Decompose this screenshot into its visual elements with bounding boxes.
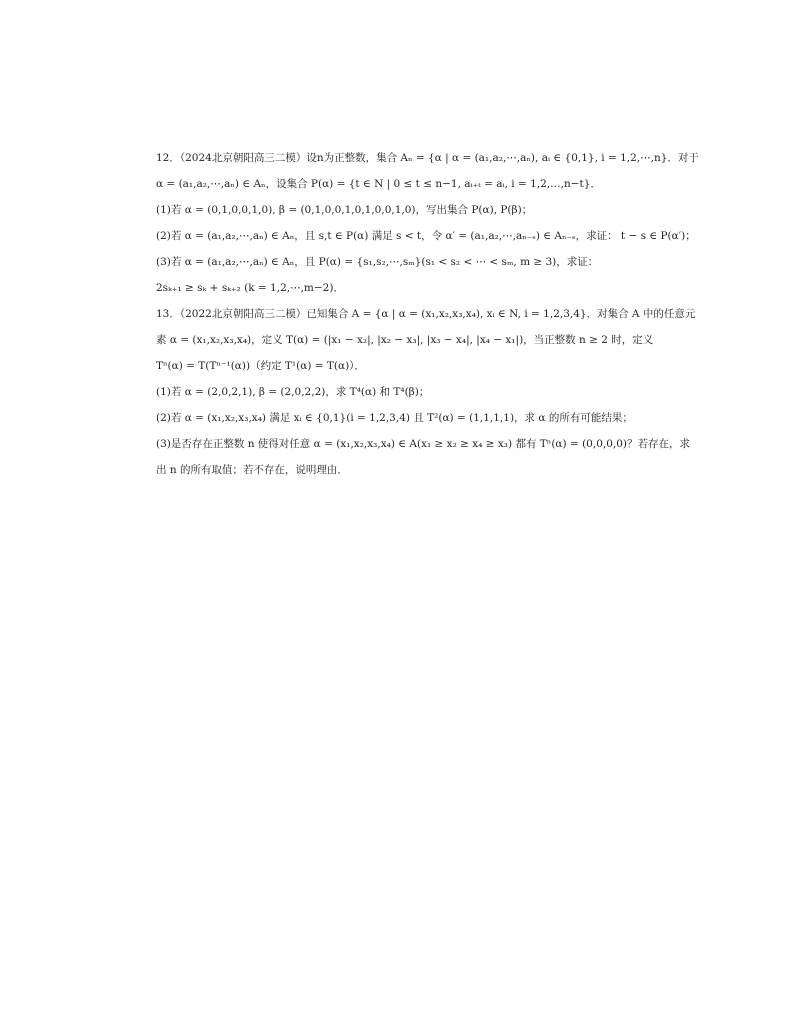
problem-13-stem-line-3: Tⁿ(α) = T(Tⁿ⁻¹(α))（约定 T¹(α) = T(α)）．: [156, 360, 365, 372]
problem-13-part-3: (3)是否存在正整数 n 使得对任意 α = (x₁,x₂,x₃,x₄) ∈ A(x₁ ≥ x₂ ≥ x₄ ≥ x₃) 都有 Tⁿ(α) = (0,0,0,0)？若存在，求: [156, 438, 691, 450]
problem-13-stem-line-1: 13．（2022北京朝阳高三二模）已知集合 A = {α | α = (x₁,x₂,x₃,x₄), xᵢ ∈ N, i = 1,2,3,4}．对集合 A 中的任意元: [156, 308, 696, 320]
problem-12-stem-line-2: α = (a₁,a₂,⋯,aₙ) ∈ Aₙ，设集合 P(α) = {t ∈ N | 0 ≤ t ≤ n−1, aᵢ₊ₜ = aᵢ, i = 1,2,…,n−t}．: [156, 178, 601, 190]
problem-content: [156, 145, 716, 483]
problem-13: [156, 301, 716, 483]
problem-12-part-3-inequality: 2sₖ₊₁ ≥ sₖ + sₖ₊₂ (k = 1,2,⋯,m−2)．: [156, 282, 344, 294]
problem-13-part-2: (2)若 α = (x₁,x₂,x₃,x₄) 满足 xᵢ ∈ {0,1}(i = 1,2,3,4) 且 T²(α) = (1,1,1,1)，求 α 的所有可能结果；: [156, 412, 633, 424]
problem-12: [156, 145, 716, 301]
problem-13-part-1: (1)若 α = (2,0,2,1), β = (2,0,2,2)，求 T⁴(α) 和 T⁴(β)；: [156, 386, 430, 398]
problem-12-stem-line-1: 12．（2024北京朝阳高三二模）设n为正整数，集合 Aₙ = {α | α = (a₁,a₂,⋯,aₙ), aᵢ ∈ {0,1}, i = 1,2,⋯,n}．对于: [156, 152, 699, 164]
problem-13-stem-line-2: 素 α = (x₁,x₂,x₃,x₄)，定义 T(α) = (|x₁ − x₂|, |x₂ − x₃|, |x₃ − x₄|, |x₄ − x₁|)，当正整数 n ≥ 2 时，定义: [156, 334, 654, 346]
problem-12-part-2: (2)若 α = (a₁,a₂,⋯,aₙ) ∈ Aₙ，且 s,t ∈ P(α) 满足 s < t，令 α′ = (a₁,a₂,⋯,aₙ₋ₛ) ∈ Aₙ₋ₛ，求证： t − s ∈ P(α′)；: [156, 230, 696, 242]
problem-12-part-3: (3)若 α = (a₁,a₂,⋯,aₙ) ∈ Aₙ，且 P(α) = {s₁,s₂,⋯,sₘ}(s₁ < s₂ < ⋯ < sₘ, m ≥ 3)，求证：: [156, 256, 599, 268]
problem-12-part-1: (1)若 α = (0,1,0,0,1,0), β = (0,1,0,0,1,0,1,0,0,1,0)，写出集合 P(α), P(β)；: [156, 204, 533, 216]
problem-13-part-3-continued: 出 n 的所有取值；若不存在，说明理由．: [156, 464, 348, 476]
